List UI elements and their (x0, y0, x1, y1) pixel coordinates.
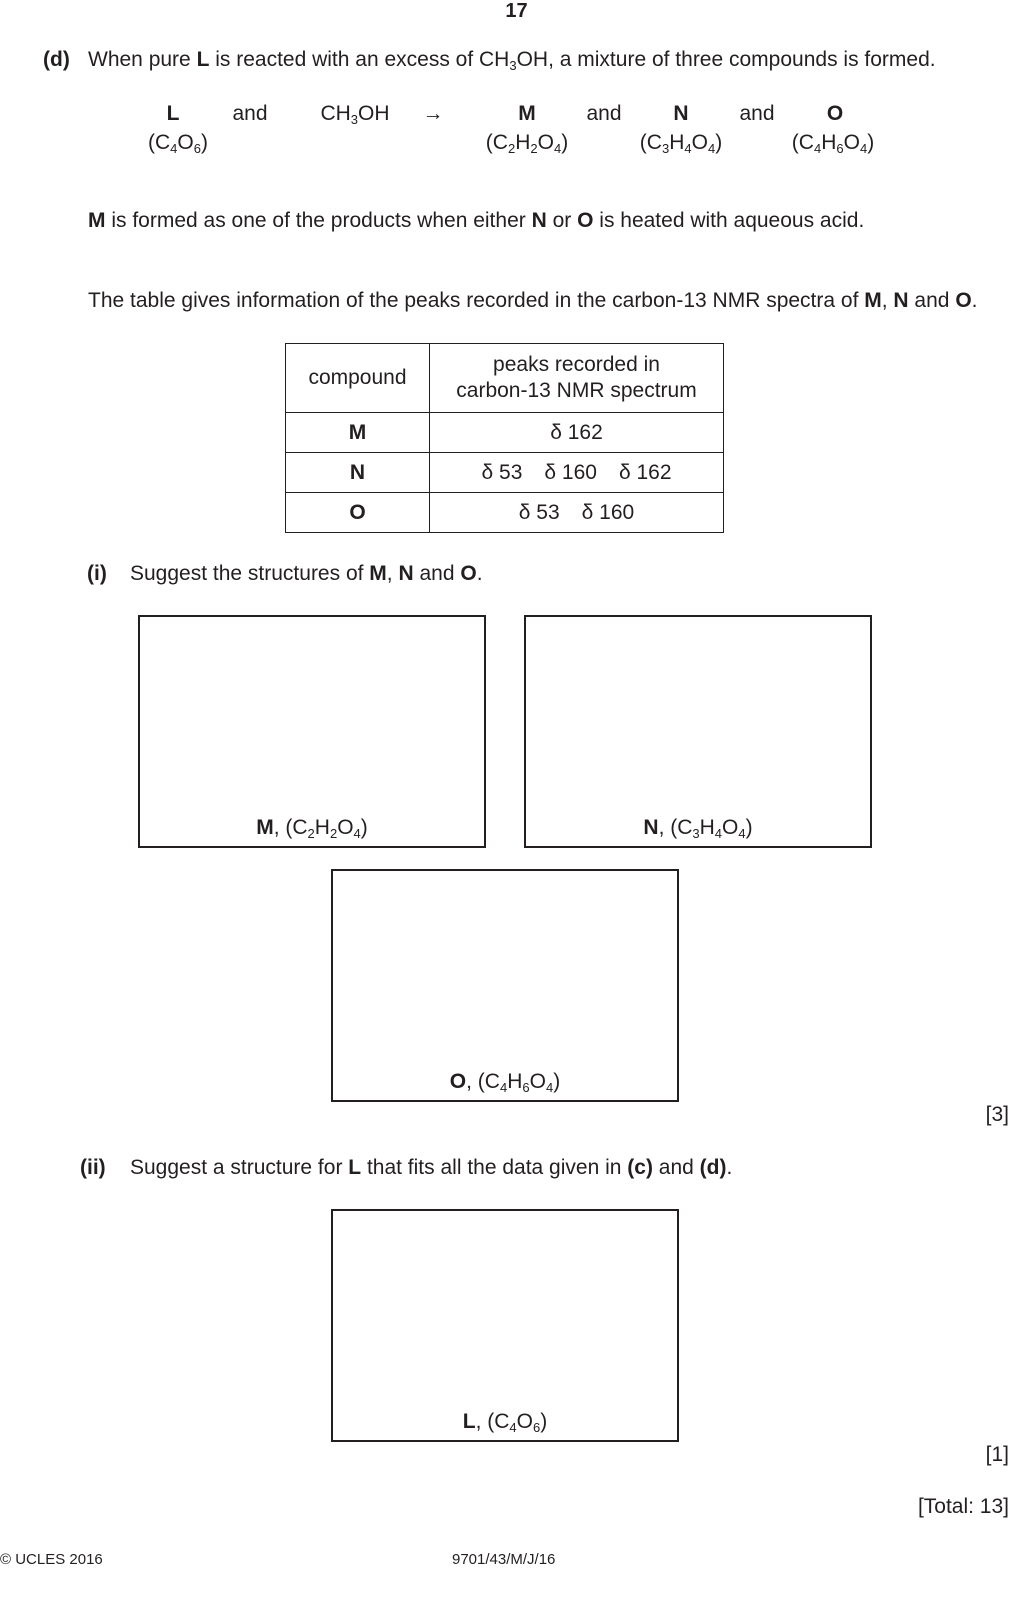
answer-box-M[interactable] (138, 615, 486, 848)
formula-M: $(C_2H_2O_4)$ (485, 131, 569, 156)
page-number: 17 (505, 0, 528, 22)
product-N: N (673, 102, 689, 125)
statement-table-intro: The table gives information of the peaks recorded in the carbon-13 NMR spectra of M, N and O. (88, 289, 978, 312)
marks-i: [3] (985, 1103, 1009, 1126)
subpart-i-question: Suggest the structures of M, N and O. (130, 562, 483, 585)
formula-N: $(C_3H_4O_4)$ (639, 131, 723, 156)
formula-O: $(C_4H_6O_4)$ (791, 131, 875, 156)
box-label-N: N, $(C_3H_4O_4)$ (643, 816, 753, 841)
reaction-arrow: → (422, 102, 444, 125)
table-row (286, 493, 724, 533)
box-label-O: O, $(C_4H_6O_4)$ (449, 1070, 561, 1095)
statement-hydrolysis: M is formed as one of the products when either N or O is heated with aqueous acid. (88, 209, 865, 232)
box-label-M: M, $(C_2H_2O_4)$ (256, 816, 368, 841)
total-marks: [Total: 13] (917, 1495, 1009, 1518)
formula-L: $(C_4O_6)$ (148, 131, 208, 156)
marks-ii: [1] (985, 1443, 1009, 1466)
and-word: and (232, 102, 268, 125)
table-header-row (286, 344, 724, 413)
peaks-cell: δ 53 δ 160 δ 162 (430, 453, 724, 493)
footer-code: 9701/43/M/J/16 (452, 1551, 556, 1568)
peaks-cell: δ 53 δ 160 (430, 493, 724, 533)
answer-box-L[interactable] (331, 1209, 679, 1442)
box-label-L: L, $(C_4O_6)$ (462, 1410, 548, 1435)
subpart-ii-label: (ii) (80, 1156, 106, 1179)
compound-cell: N (286, 453, 430, 493)
intro-text: When pure L is reacted with an excess of $CH_3OH$, a mixture of three compounds is formed. (88, 48, 936, 73)
reactant-L: L (166, 102, 180, 125)
header-compound: compound (286, 344, 430, 413)
and-word: and (739, 102, 775, 125)
answer-box-O[interactable] (331, 869, 679, 1102)
header-peaks: peaks recorded in carbon-13 NMR spectrum (430, 344, 724, 413)
subpart-i-label: (i) (87, 562, 107, 585)
peaks-cell: δ 162 (430, 413, 724, 453)
footer-copyright: © UCLES 2016 (0, 1551, 103, 1568)
table-row (286, 453, 724, 493)
product-O: O (826, 102, 844, 125)
nmr-table (285, 343, 724, 533)
subpart-ii-question: Suggest a structure for L that fits all the data given in (c) and (d). (130, 1156, 733, 1179)
compound-cell: M (286, 413, 430, 453)
table-row (286, 413, 724, 453)
product-M: M (518, 102, 536, 125)
compound-cell: O (286, 493, 430, 533)
answer-box-N[interactable] (524, 615, 872, 848)
and-word: and (586, 102, 622, 125)
reactant-methanol: $CH_3OH$ (320, 102, 390, 127)
part-label: (d) (43, 48, 70, 71)
